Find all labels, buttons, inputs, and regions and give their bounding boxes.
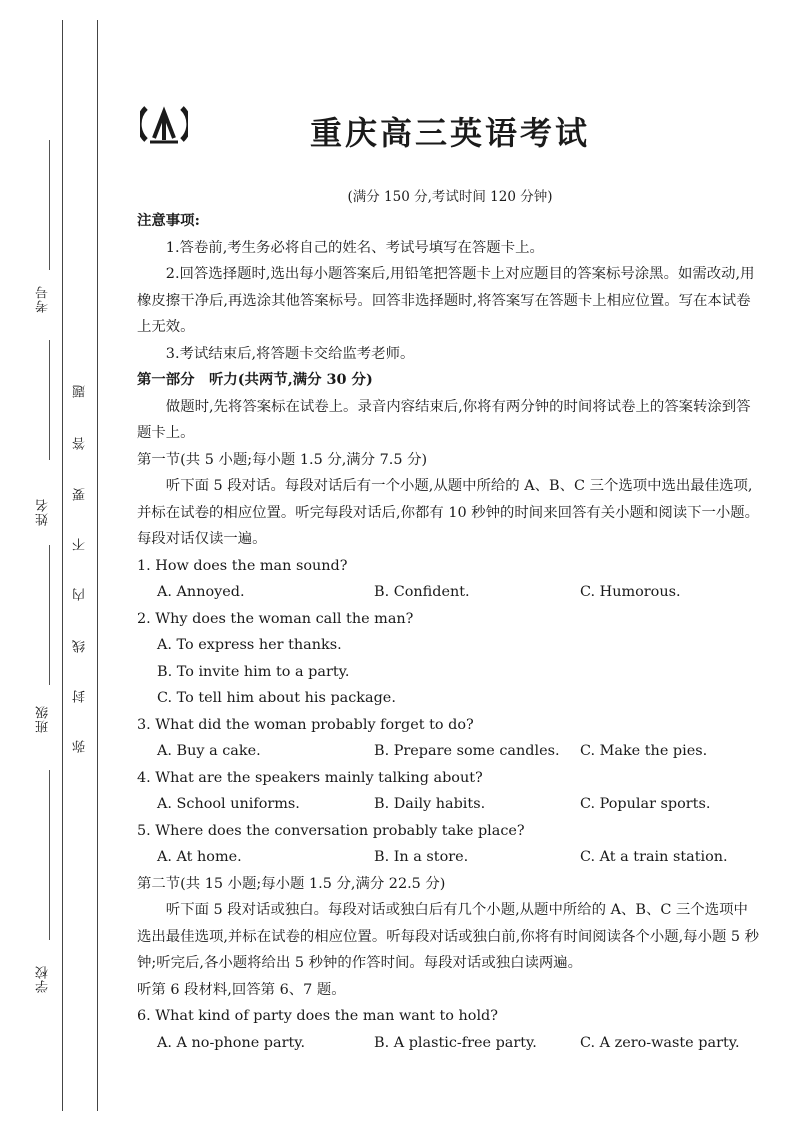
- question-stem: 4. What are the speakers mainly talking about?: [137, 769, 483, 786]
- seal-char-4: 不: [73, 538, 88, 551]
- option-c: C. A zero-waste party.: [580, 1034, 740, 1051]
- question-stem: 3. What did the woman probably forget to do?: [137, 716, 474, 733]
- binding-line-inner: [97, 20, 98, 1111]
- option-c: C. Popular sports.: [580, 796, 711, 812]
- note-item: 2.回答选择题时,选出每小题答案后,用铅笔把答题卡上对应题目的答案标号涂黑。如需改动,用橡皮擦干净后,再选涂其他答案标号。回答非选择题时,将答案写在答题卡上相应位置。写在本试卷上无效。: [137, 266, 755, 335]
- exam-number-label: 考号: [36, 285, 51, 313]
- section1-heading: 第一节(共 5 小题;每小题 1.5 分,满分 7.5 分): [137, 451, 428, 468]
- note-item: 1.答卷前,考生务必将自己的姓名、考试号填写在答题卡上。: [165, 239, 544, 256]
- exam-number-blank-2: [49, 340, 50, 460]
- option-c: C. Make the pies.: [580, 743, 708, 759]
- question-stem: 5. Where does the conversation probably take place?: [137, 822, 525, 839]
- class-blank: [49, 770, 50, 940]
- option-b: B. To invite him to a party.: [157, 663, 350, 680]
- question-options: [137, 791, 762, 818]
- question-stem: 6. What kind of party does the man want to hold?: [137, 1008, 498, 1024]
- seal-char-1: 题: [73, 385, 88, 398]
- question-options: [137, 1030, 762, 1057]
- option-a: A. At home.: [157, 849, 242, 865]
- question-options: [137, 579, 762, 606]
- binding-line-outer: [62, 20, 63, 1111]
- seal-char-5: 内: [73, 588, 88, 601]
- section1-intro: 听下面 5 段对话。每段对话后有一个小题,从题中所给的 A、B、C 三个选项中选出最佳选项,并标在试卷的相应位置。听完每段对话后,你都有 10 秒钟的时间来回答有关小题和阅读下一小题。每段对话仅读一遍。: [137, 478, 760, 547]
- part1-heading: 第一部分 听力(共两节,满分 30 分): [137, 371, 373, 388]
- option-c: C. Humorous.: [580, 584, 681, 600]
- exam-logo-icon: [140, 100, 188, 148]
- question-stem: 2. Why does the woman call the man?: [137, 610, 414, 627]
- option-a: A. Annoyed.: [157, 584, 245, 600]
- option-b: B. A plastic-free party.: [374, 1034, 537, 1051]
- question-options: [137, 738, 762, 765]
- option-b: B. Prepare some candles.: [374, 743, 560, 759]
- material-instruction: 听第 6 段材料,回答第 6、7 题。: [137, 981, 346, 998]
- seal-char-6: 线: [73, 640, 88, 653]
- note-item: 3.考试结束后,将答题卡交给监考老师。: [165, 345, 415, 362]
- section2-heading: 第二节(共 15 小题;每小题 1.5 分,满分 22.5 分): [137, 875, 446, 892]
- name-label: 姓名: [36, 498, 51, 526]
- exam-info: (满分 150 分,考试时间 120 分钟): [347, 189, 553, 205]
- part1-intro: 做题时,先将答案标在试卷上。录音内容结束后,你将有两分钟的时间将试卷上的答案转涂到答题卡上。: [137, 398, 751, 441]
- section2-intro: 听下面 5 段对话或独白。每段对话或独白后有几个小题,从题中所给的 A、B、C 三个选项中选出最佳选项,并标在试卷的相应位置。听每段对话或独白前,你将有时间阅读各个小题,每小题 5 秒钟;听完后,各小题将给出 5 秒钟的作答时间。每段对话或独白读两遍。: [137, 902, 760, 971]
- exam-number-blank: [49, 140, 50, 270]
- option-c: C. To tell him about his package.: [157, 690, 396, 706]
- school-label: 学校: [36, 965, 51, 993]
- option-a: A. To express her thanks.: [157, 637, 342, 653]
- option-a: A. School uniforms.: [157, 796, 300, 812]
- page-title: 重庆高三英语考试: [309, 114, 590, 152]
- option-b: B. Confident.: [374, 584, 470, 600]
- option-a: A. Buy a cake.: [157, 743, 261, 759]
- class-label: 班级: [36, 705, 51, 733]
- name-blank: [49, 545, 50, 685]
- exam-content: [137, 208, 762, 1056]
- seal-char-7: 封: [73, 690, 88, 703]
- option-b: B. In a store.: [374, 849, 469, 865]
- seal-char-8: 弥: [73, 740, 88, 753]
- option-b: B. Daily habits.: [374, 796, 486, 812]
- option-c: C. At a train station.: [580, 849, 728, 865]
- option-a: A. A no-phone party.: [157, 1034, 306, 1051]
- seal-char-3: 要: [73, 488, 88, 501]
- notes-heading: 注意事项:: [137, 212, 200, 229]
- question-stem: 1. How does the man sound?: [137, 557, 348, 574]
- question-options: [137, 844, 762, 871]
- seal-char-2: 答: [73, 437, 88, 450]
